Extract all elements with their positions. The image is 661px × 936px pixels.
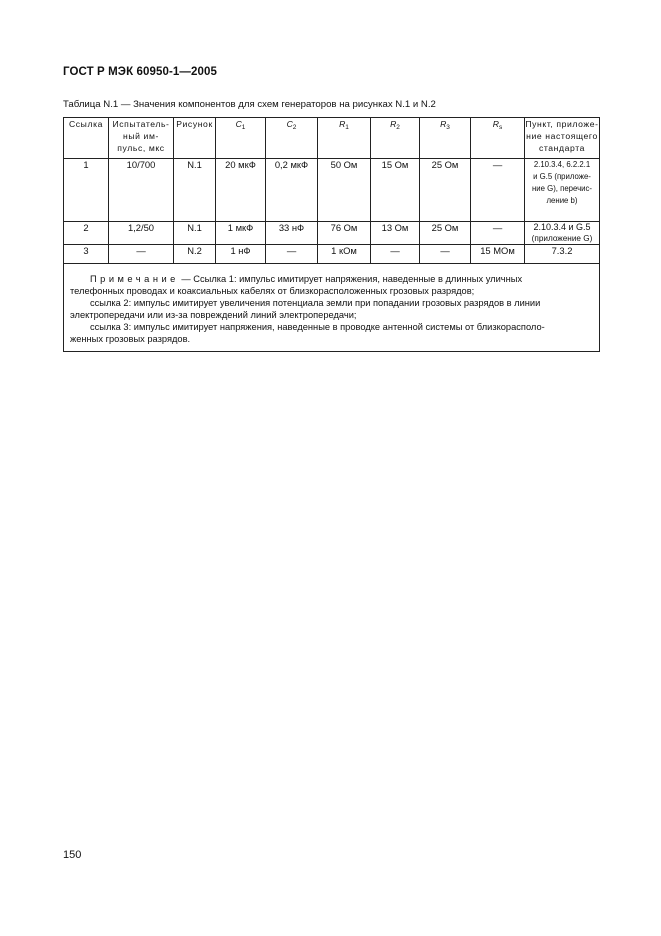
header-r2: $R_2$ [371, 118, 420, 159]
header-c2: $C_2$ [266, 118, 318, 159]
cell-pulse: — [109, 245, 174, 264]
cell-c2: 33 нФ [266, 222, 318, 245]
table-row [64, 222, 600, 245]
cell-c2: — [266, 245, 318, 264]
cell-pulse: 10/700 [109, 159, 174, 222]
cell-r2: 15 Ом [371, 159, 420, 222]
cell-ref: 1 [64, 159, 109, 222]
document-header: ГОСТ Р МЭК 60950-1—2005 [63, 66, 217, 78]
cell-figure: N.1 [174, 159, 216, 222]
cell-figure: N.2 [174, 245, 216, 264]
cell-c1: 1 нФ [216, 245, 266, 264]
cell-clause: 7.3.2 [525, 245, 600, 264]
cell-r1: 50 Ом [318, 159, 371, 222]
page-number: 150 [63, 849, 82, 861]
table-row [64, 159, 600, 222]
header-pulse: Испытатель- ный им- пульс, мкс [109, 118, 174, 159]
cell-c2: 0,2 мкФ [266, 159, 318, 222]
cell-r2: 13 Ом [371, 222, 420, 245]
cell-pulse: 1,2/50 [109, 222, 174, 245]
components-table [63, 117, 600, 352]
table-header-row [64, 118, 600, 159]
header-ref: Ссылка [64, 118, 109, 159]
cell-r3: 25 Ом [420, 159, 471, 222]
note-label: Примечание [90, 274, 179, 284]
cell-r2: — [371, 245, 420, 264]
header-clause: Пункт, приложе- ние настоящего стандарта [525, 118, 600, 159]
cell-clause: 2.10.3.4, 6.2.2.1 и G.5 (приложе- ние G), перечис- ление b) [525, 159, 600, 222]
cell-ref: 3 [64, 245, 109, 264]
cell-rs: 15 МОм [471, 245, 525, 264]
note-row [64, 264, 600, 352]
header-r1: $R_1$ [318, 118, 371, 159]
cell-r3: 25 Ом [420, 222, 471, 245]
cell-rs: — [471, 222, 525, 245]
table-row [64, 245, 600, 264]
cell-clause: 2.10.3.4 и G.5 (приложение G) [525, 222, 600, 245]
table-caption: Таблица N.1 — Значения компонентов для схем генераторов на рисунках N.1 и N.2 [63, 99, 436, 110]
header-figure: Рисунок [174, 118, 216, 159]
cell-rs: — [471, 159, 525, 222]
cell-figure: N.1 [174, 222, 216, 245]
header-c1: $C_1$ [216, 118, 266, 159]
cell-c1: 1 мкФ [216, 222, 266, 245]
header-rs: $R_s$ [471, 118, 525, 159]
cell-ref: 2 [64, 222, 109, 245]
cell-r3: — [420, 245, 471, 264]
table-note: Примечание — Ссылка 1: импульс имитирует напряжения, наведенные в длинных уличных телефонных проводах и коаксиальных кабелях от близкорасположенных грозовых разрядов; ссылка 2: импульс имитирует увеличения потенциала земли при попадании грозовых разрядов в линии электропередачи или из-за повреждений линий электропередачи; ссылка 3: импульс имитирует напряжения, наведенные в проводке антенной системы от близкорасполо- женных грозовых разрядов. [64, 264, 600, 352]
header-r3: $R_3$ [420, 118, 471, 159]
cell-r1: 1 кОм [318, 245, 371, 264]
cell-c1: 20 мкФ [216, 159, 266, 222]
cell-r1: 76 Ом [318, 222, 371, 245]
